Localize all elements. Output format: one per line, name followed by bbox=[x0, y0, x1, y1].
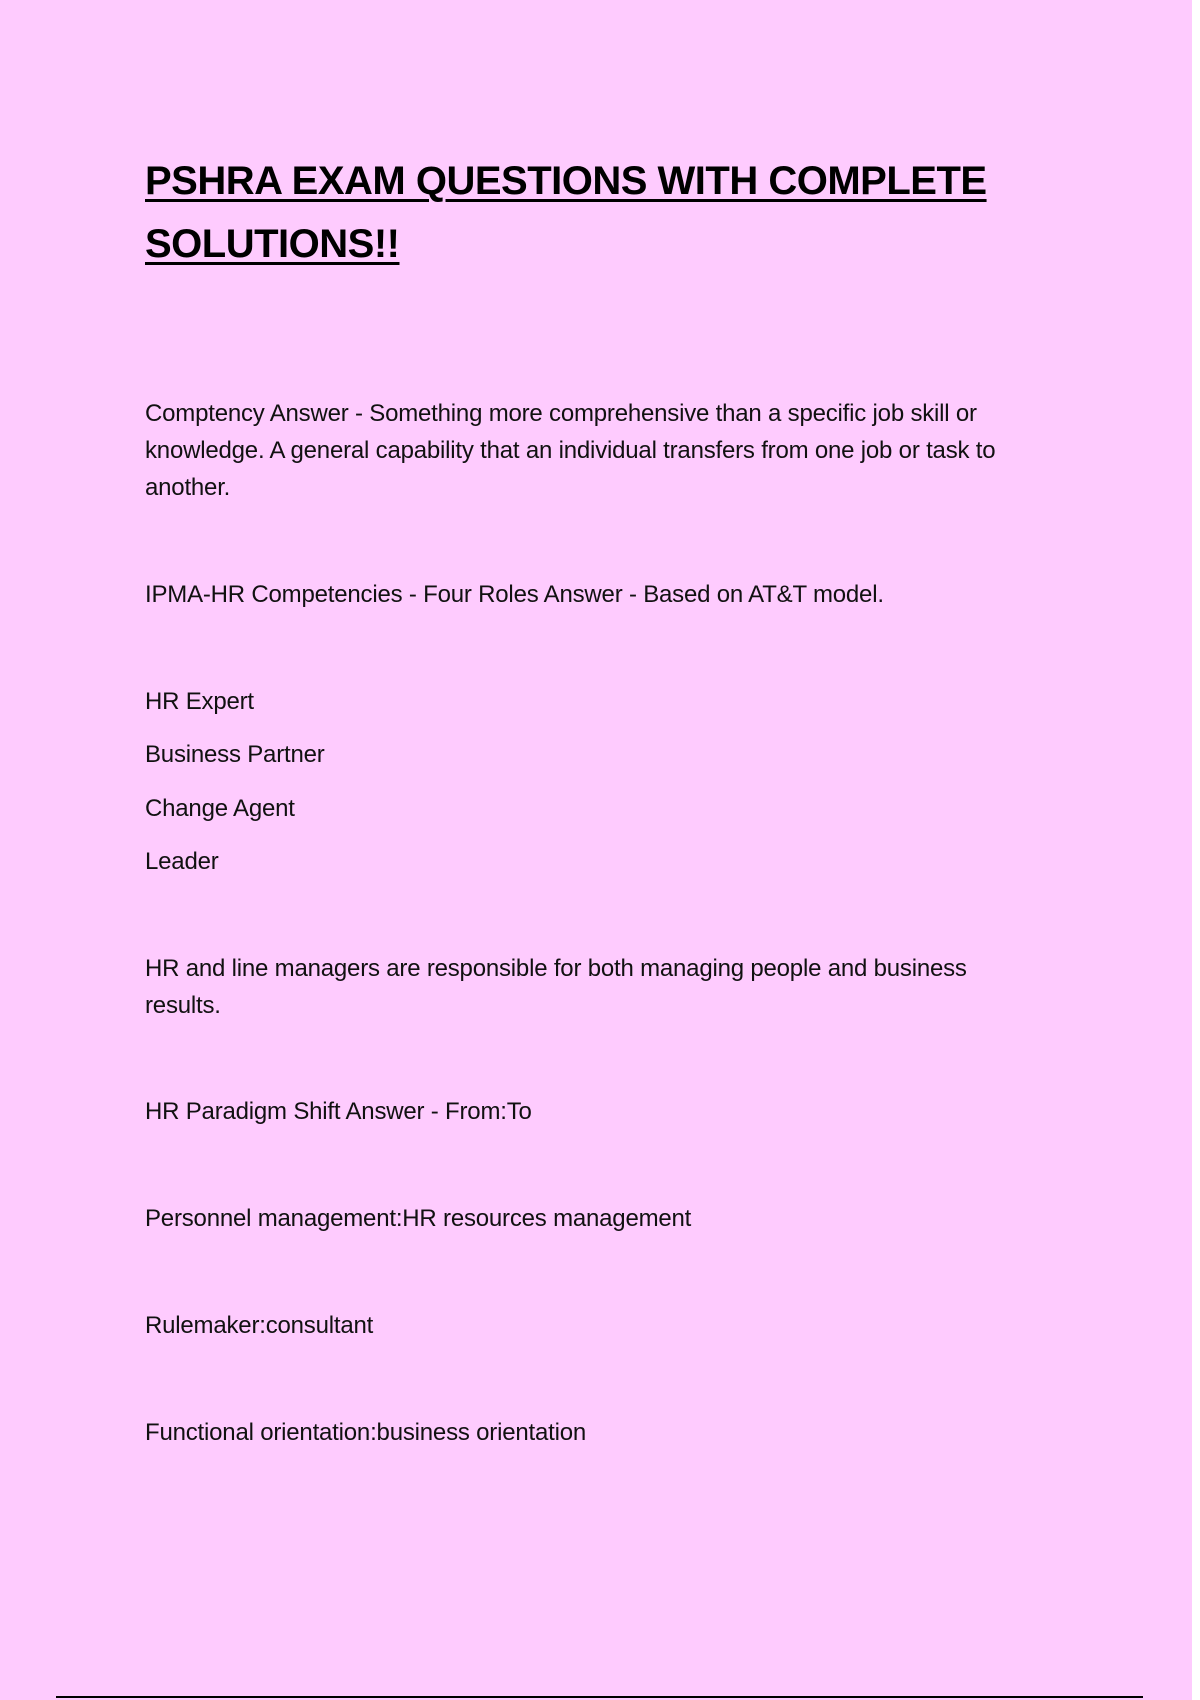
role-leader: Leader bbox=[145, 848, 219, 875]
hr-line-managers-statement: HR and line managers are responsible for both managing people and business results. bbox=[145, 955, 967, 1019]
paradigm-functional-orientation: Functional orientation:business orientation bbox=[145, 1419, 587, 1446]
role-business-partner: Business Partner bbox=[145, 741, 325, 768]
paradigm-personnel-management: Personnel management:HR resources management bbox=[145, 1205, 692, 1232]
document-title: PSHRA EXAM QUESTIONS WITH COMPLETE SOLUTIONS!! bbox=[145, 159, 987, 266]
competency-answer: Comptency Answer - Something more comprehensive than a specific job skill or knowledge. A general capability that an individual transfers from one job or task to another. bbox=[145, 400, 996, 501]
paradigm-rulemaker: Rulemaker:consultant bbox=[145, 1312, 374, 1339]
hr-paradigm-shift-answer: HR Paradigm Shift Answer - From:To bbox=[145, 1098, 532, 1125]
role-change-agent: Change Agent bbox=[145, 795, 295, 822]
page-edge bbox=[1192, 0, 1200, 1700]
role-hr-expert: HR Expert bbox=[145, 688, 254, 715]
ipma-hr-competencies-answer: IPMA-HR Competencies - Four Roles Answer - Based on AT&T model. bbox=[145, 581, 884, 608]
footer-rule bbox=[56, 1696, 1143, 1698]
